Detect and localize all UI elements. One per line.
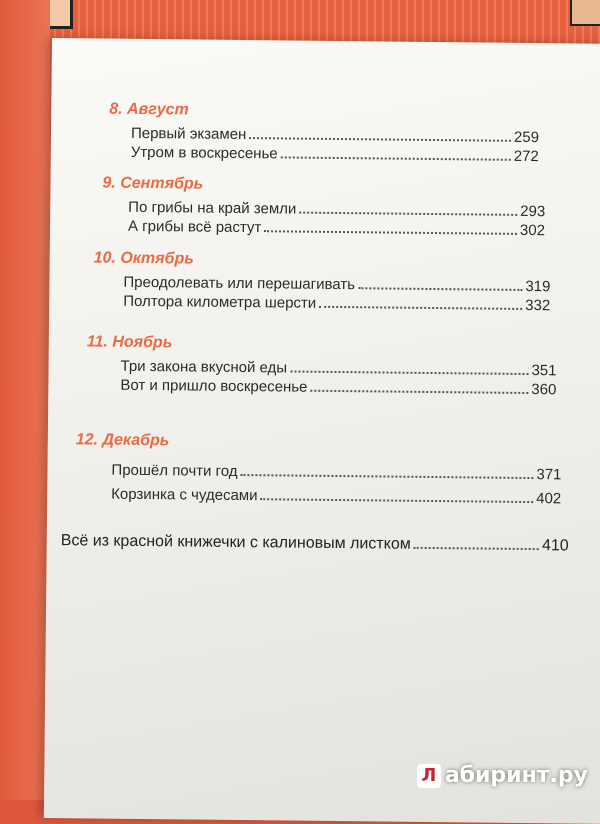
dot-leader: [310, 390, 528, 394]
toc-entry: [128, 218, 545, 241]
watermark-text: абиринт.ру: [444, 763, 588, 788]
toc-section-august: [109, 101, 540, 167]
entry-page: 293: [520, 202, 546, 221]
entry-page: 371: [536, 466, 562, 484]
entry-title: Полтора километра шерсти: [123, 292, 317, 312]
dot-leader: [299, 212, 517, 216]
entry-title: Всё из красной книжечки с калиновым листком: [60, 532, 411, 553]
dot-leader: [260, 498, 533, 503]
entry-page: 272: [513, 147, 539, 166]
entry-title: Корзинка с чудесами: [111, 485, 258, 505]
dot-leader: [281, 156, 511, 160]
dot-leader: [249, 137, 511, 142]
section-heading: 10. Октябрь: [93, 249, 194, 268]
entry-page: 302: [519, 221, 546, 240]
entry-title: Вот и пришло воскресенье: [120, 376, 308, 396]
entry-page: 351: [531, 362, 557, 380]
toc-entry: [120, 377, 556, 401]
section-heading: 12. Декабрь: [75, 431, 170, 450]
toc-section-october: [93, 249, 551, 316]
entry-page: 410: [541, 537, 569, 555]
dot-leader: [264, 230, 517, 235]
labirint-logo-icon: Л: [417, 764, 441, 788]
top-right-illustration: [570, 0, 600, 26]
entry-page: 259: [513, 128, 540, 147]
section-heading: 8. Август: [109, 100, 189, 119]
labirint-watermark: [417, 763, 588, 788]
cover-edge: [0, 0, 50, 800]
section-heading: 11. Ноябрь: [86, 333, 173, 352]
dot-leader: [358, 287, 522, 291]
entry-title: Преодолевать или перешагивать: [123, 273, 356, 294]
toc-entry: [123, 293, 550, 316]
entry-page: 332: [525, 296, 551, 315]
entry-title: А грибы всё растут: [127, 217, 262, 237]
entry-title: По грибы на край земли: [128, 198, 297, 218]
dot-leader: [290, 371, 528, 375]
toc-section-december: [75, 431, 562, 509]
entry-title: Прошёл почти год: [111, 461, 238, 480]
toc-entry: [131, 144, 539, 167]
entry-page: 319: [525, 277, 551, 296]
book-page: [44, 38, 600, 824]
dot-leader: [240, 474, 533, 479]
toc-section-november: [86, 333, 557, 400]
toc-final-entry: [61, 532, 569, 556]
entry-title: Первый экзамен: [130, 124, 247, 144]
dot-leader: [414, 547, 539, 550]
toc-entry: [111, 486, 561, 510]
entry-page: 402: [536, 490, 562, 508]
section-heading: 9. Сентябрь: [102, 174, 204, 193]
entry-title: Утром в воскресенье: [130, 143, 278, 163]
entry-page: 360: [531, 381, 557, 399]
dot-leader: [319, 306, 522, 310]
entry-title: Три закона вкусной еды: [120, 357, 288, 377]
toc-section-september: [102, 175, 546, 242]
